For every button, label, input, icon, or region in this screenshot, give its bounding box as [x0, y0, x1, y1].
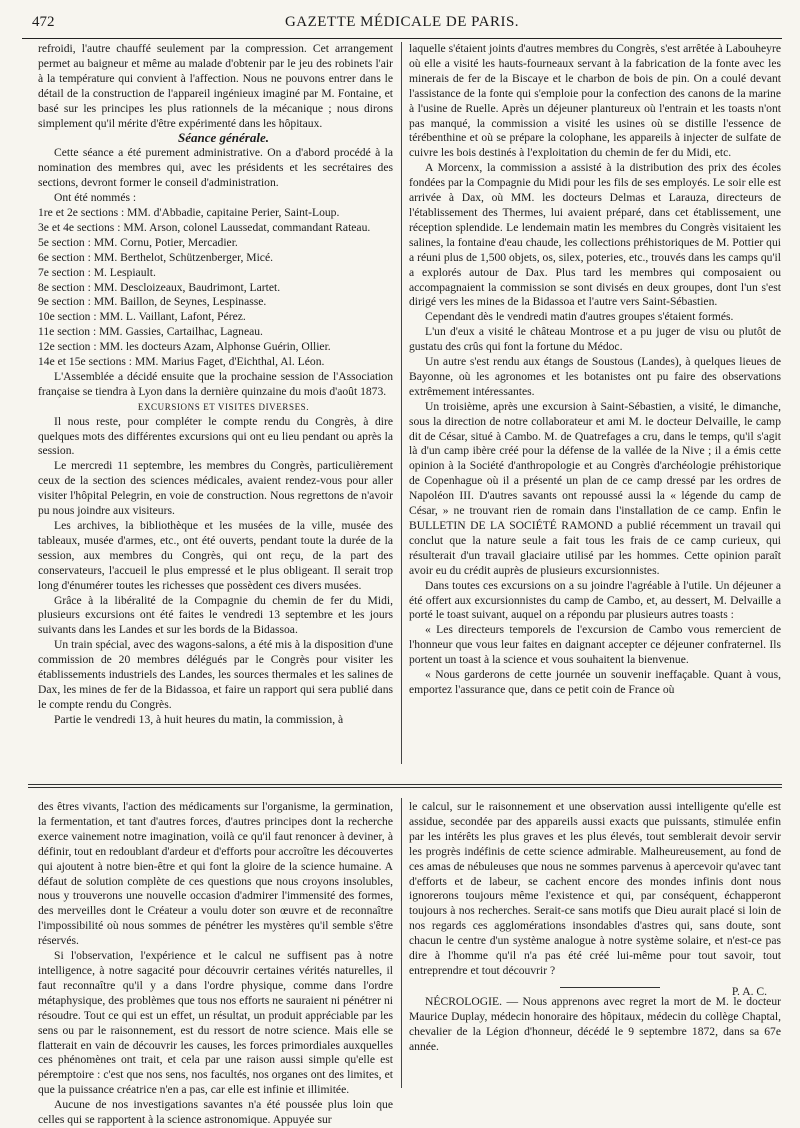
paragraph: des êtres vivants, l'action des médicaments sur l'organisme, la germination, la fermentation, et tant d'autres forces, d'autres principes dont la recherche exerce vainement notre imagination, voilà ce qu'il faut renoncer à deviner, à définir, tout en redoublant d'ardeur et d'efforts pour accroître les découvertes qui ajoutent à notre bien-être et qui font la gloire de la science humaine. A défaut de solution complète de ces questions que nous croyons insolubles, nous y trouverons une nouvelle occasion d'admirer l'immensité des formes, des merveilles dont le Créateur a voulu doter son œuvre et de reconnaître l'impossibilité où nous sommes de pénétrer les mystères qu'il semble s'être réservés. [38, 800, 393, 948]
top-right-column [409, 42, 781, 764]
section-list-item: 3e et 4e sections : MM. Arson, colonel Laussedat, commandant Rateau. [38, 220, 371, 234]
paragraph: Les archives, la bibliothèque et les musées de la ville, musée des tableaux, musée d'armes, etc., ont été ouverts, pendant toute la durée de la session, aux membres du Congrès, qui ont reçu, de la part des conservateurs, l'accueil le plus empressé et le plus obligeant. Il serait trop long d'énumérer toutes les richesses que possèdent ces divers musées. [38, 519, 393, 592]
paragraph: le calcul, sur le raisonnement et une observation aussi intelligente qu'elle est assidue, secondée par des appareils aussi exacts que puissants, stimulée enfin par les intérêts les plus graves et les plus élevés, tout semblerait devoir servir les progrès indéfinis de cette science admirable. Malheureusement, au fond de ces amas de nébuleuses que nous ne sommes parvenus à apercevoir qu'avec tant d'efforts et de labeur, se cachent encore des mondes infinis dont nous ignorerons toujours même l'existence et qui, par conséquent, échapperont toujours à nos recherches. Serait-ce sans motifs que Dieu aurait placé si loin de nos regards ces agglomérations insondables d'astres qui, sans doute, sont chacun le centre d'un système analogue à notre système solaire, et n'est-ce pas dire à l'homme qu'il n'a pas été créé lui-même pour tout savoir, tout entreprendre et tout découvrir ? [409, 800, 781, 977]
paragraph: laquelle s'étaient joints d'autres membres du Congrès, s'est arrêtée à Labouheyre où elle a visité les hauts-fourneaux servant à la fabrication de la fonte avec les minerais de fer de la Biscaye et le charbon de bois de pin. On a coulé devant l'assistance de la fonte qui s'emploie pour la confection des canons de la marine à l'usine de Ruelle. Après un déjeuner plantureux où l'entrain et les toasts n'ont pas manqué, la commission a visité les usines où se distille l'essence de térébenthine et où se prépare la colophane, les appareils à injecter de sulfate de cuivre les bois destinés à l'exploitation du chemin de fer du Midi, etc. [409, 42, 781, 160]
page-number: 472 [32, 14, 55, 30]
horizontal-divider [28, 784, 782, 788]
paragraph: A Morcenx, la commission a assisté à la distribution des prix des écoles fondées par la Compagnie du Midi pour les fils de ses employés. Le soir elle est arrivée à Dax, où MM. les docteurs Delmas et Larauza, directeurs de l'établissement des Thermes, lui avaient préparé, dans cet établissement, une réception splendide. Le lendemain matin les membres du Congrès visitaient les salines, la fontaine d'eau chaude, les collections préhistoriques de M. Pottier qui a réuni plus de 1,500 objets, os, silex, poteries, etc., trouvés dans les camps qu'il a explorés autour de Dax. Plus tard les membres qui composaient ou accompagnaient la commission se sont divisés en deux groupes, dont l'un s'est dirigé vers les mines de la Bidassoa et l'autre vers Saint-Sébastien. [409, 161, 781, 309]
paragraph: Un train spécial, avec des wagons-salons, a été mis à la disposition d'une commission de 20 membres délégués par le Congrès pour visiter les établissements industriels des Landes, les sources thermales et les salines de Dax, les mines de fer de la Bidassoa, et faire un rapport qui sera publié dans le compte rendu du Congrès. [38, 638, 393, 711]
section-list-item: 12e section : MM. les docteurs Azam, Alphonse Guérin, Ollier. [38, 340, 331, 354]
paragraph: « Les directeurs temporels de l'excursion de Cambo vous remercient de l'honneur que vous leur faites en daignant accepter ce déjeuner confraternel. Ils portent un toast à la science et vous souhaitent la bienvenue. [409, 623, 781, 667]
section-list-item: 7e section : M. Lespiault. [38, 265, 156, 279]
paragraph: Cependant dès le vendredi matin d'autres groupes s'étaient formés. [425, 310, 734, 324]
paragraph: Grâce à la libéralité de la Compagnie du chemin de fer du Midi, plusieurs excursions ont été faites le vendredi 13 septembre et les jours suivants dans les Landes et sur les bords de la Bidassoa. [38, 593, 393, 637]
paragraph: « Nous garderons de cette journée un souvenir ineffaçable. Quant à vous, emportez l'assurance que, dans ce petit coin de France où [409, 668, 781, 696]
paragraph: Aucune de nos investigations savantes n'a été poussée plus loin que celles qui se rapportent à la science astronomique. Appuyée sur [38, 1098, 393, 1127]
section-list-item: 14e et 15e sections : MM. Marius Faget, d'Eichthal, Al. Léon. [38, 355, 325, 369]
page-header [22, 10, 782, 39]
journal-title: GAZETTE MÉDICALE DE PARIS. [284, 14, 520, 30]
paragraph: Si l'observation, l'expérience et le calcul ne suffisent pas à notre intelligence, à notre sagacité pour découvrir certaines vérités naturelles, il faut reconnaître qu'il y a dans l'ordre physique, comme dans l'ordre métaphysique, des problèmes que tous nos efforts ne sauraient ni pénétrer ni résoudre. Tout ce qui est un effet, un résultat, un produit appréciable par les sens ou par le raisonnement, est du ressort de notre science. Mais elle se flatterait en vain de découvrir les causes, les forces primordiales auxquelles ces phénomènes ont trait, et cela par une raison aussi simple qu'elle est péremptoire : c'est que nos sens, nos facultés, nos organes ont des limites, et que la puissance créatrice n'en a pas, car elle est infinie et illimitée. [38, 949, 393, 1097]
paragraph: Un troisième, après une excursion à Saint-Sébastien, a visité, le dimanche, sous la direction de notre collaborateur et ami M. le docteur Delvaille, le camp dit de César, situé à Cambo. M. de Quatrefages a cru, dans le temps, qu'il s'agit là d'un camp ibère créé pour la défense de la vallée de la Nive ; il a émis cette opinion à la Société d'anthropologie et au Congrès d'archéologie préhistorique de Copenhague où il a présenté un plan de ce camp dressé par les ordres de Napoléon III. D'autres savants ont repoussé aussi la « légende du camp de César, » ne trouvant rien de romain dans l'installation de ce camp. Enfin le BULLETIN DE LA SOCIÉTÉ RAMOND a publié récemment un travail qui conclut que la nature seule a fait tous les frais de ce camp curieux, qui résulterait d'un travail glaciaire utilisé par les hommes. Cette opinion paraît avoir eu du crédit auprès de plusieurs excursionnistes. [409, 399, 781, 577]
paragraph: refroidi, l'autre chauffé seulement par la compression. Cet arrangement permet au baigneur et même au malade d'obtenir par le jeu des robinets l'air à la température qui convient à l'affection. Nous ne pouvons entrer dans le détail de la construction de l'appareil ingénieux imaginé par M. Fontaine, et basé sur les principes les plus rationnels de la mécanique ; nous dirons simplement qu'il mérite d'être expérimenté dans les hôpitaux. [38, 42, 393, 130]
column-divider [401, 42, 402, 764]
section-heading-seance: Séance générale. [178, 130, 269, 146]
section-list-item: 1re et 2e sections : MM. d'Abbadie, capitaine Perier, Saint-Loup. [38, 205, 340, 219]
paragraph: Un autre s'est rendu aux étangs de Soustous (Landes), à quelques lieues de Bayonne, où les agronomes et les botanistes ont pu faire des observations extrêmement intéressantes. [409, 355, 781, 398]
section-list-item: 5e section : MM. Cornu, Potier, Mercadier. [38, 235, 238, 249]
paragraph: L'Assemblée a décidé ensuite que la prochaine session de l'Association française se tiendra à Lyon dans la dernière quinzaine du mois d'août 1873. [38, 369, 393, 398]
section-list-item: 11e section : MM. Gassies, Cartailhac, Lagneau. [38, 325, 263, 339]
bottom-left-column [38, 800, 393, 1127]
author-signature: P. A. C. [731, 984, 767, 998]
paragraph: Partie le vendredi 13, à huit heures du matin, la commission, à [54, 712, 344, 726]
section-list-item: 10e section : MM. L. Vaillant, Lafont, Pérez. [38, 310, 246, 324]
paragraph: Cette séance a été purement administrative. On a d'abord procédé à la nomination des membres qui, avec les présidents et les secrétaires des sections, devront former le conseil d'administration. [38, 146, 393, 190]
column-divider [401, 798, 402, 1088]
top-left-column [38, 42, 393, 764]
paragraph: Le mercredi 11 septembre, les membres du Congrès, particulièrement ceux de la section des sciences médicales, avaient rendez-vous pour aller visiter l'hôpital Pelegrin, en voie de construction. Nous regrettons de n'avoir pu nous joindre aux visiteurs. [38, 459, 393, 518]
obituary-block [409, 995, 781, 1085]
section-heading-excursions: EXCURSIONS ET VISITES DIVERSES. [137, 401, 310, 412]
paragraph: Ont été nommés : [54, 191, 137, 205]
paragraph: Il nous reste, pour compléter le compte rendu du Congrès, à dire quelques mots des différentes excursions qui ont eu lieu pendant ou après la session. [38, 414, 393, 458]
paragraph: L'un d'eux a visité le château Montrose et a pu juger de visu ou plutôt de gustatu des crûs qui font la fortune du Médoc. [409, 325, 781, 354]
section-list-item: 9e section : MM. Baillon, de Seynes, Lespinasse. [38, 295, 267, 309]
section-list-item: 6e section : MM. Berthelot, Schützenberger, Micé. [38, 250, 273, 264]
obituary-notice: NÉCROLOGIE. — Nous apprenons avec regret la mort de M. le docteur Maurice Duplay, médecin honoraire des hôpitaux, médecin du collège Chaptal, chevalier de la Légion d'honneur, décédé le 9 septembre 1872, dans sa 67e année. [409, 995, 781, 1053]
short-divider [560, 987, 660, 988]
section-list-item: 8e section : MM. Descloizeaux, Baudrimont, Lartet. [38, 280, 281, 294]
paragraph: Dans toutes ces excursions on a su joindre l'agréable à l'utile. Un déjeuner a été offert aux excursionnistes du camp de Cambo, et, au dessert, M. Delvaille a porté le toast suivant, auquel on a répondu par plusieurs autres toasts : [409, 578, 781, 622]
